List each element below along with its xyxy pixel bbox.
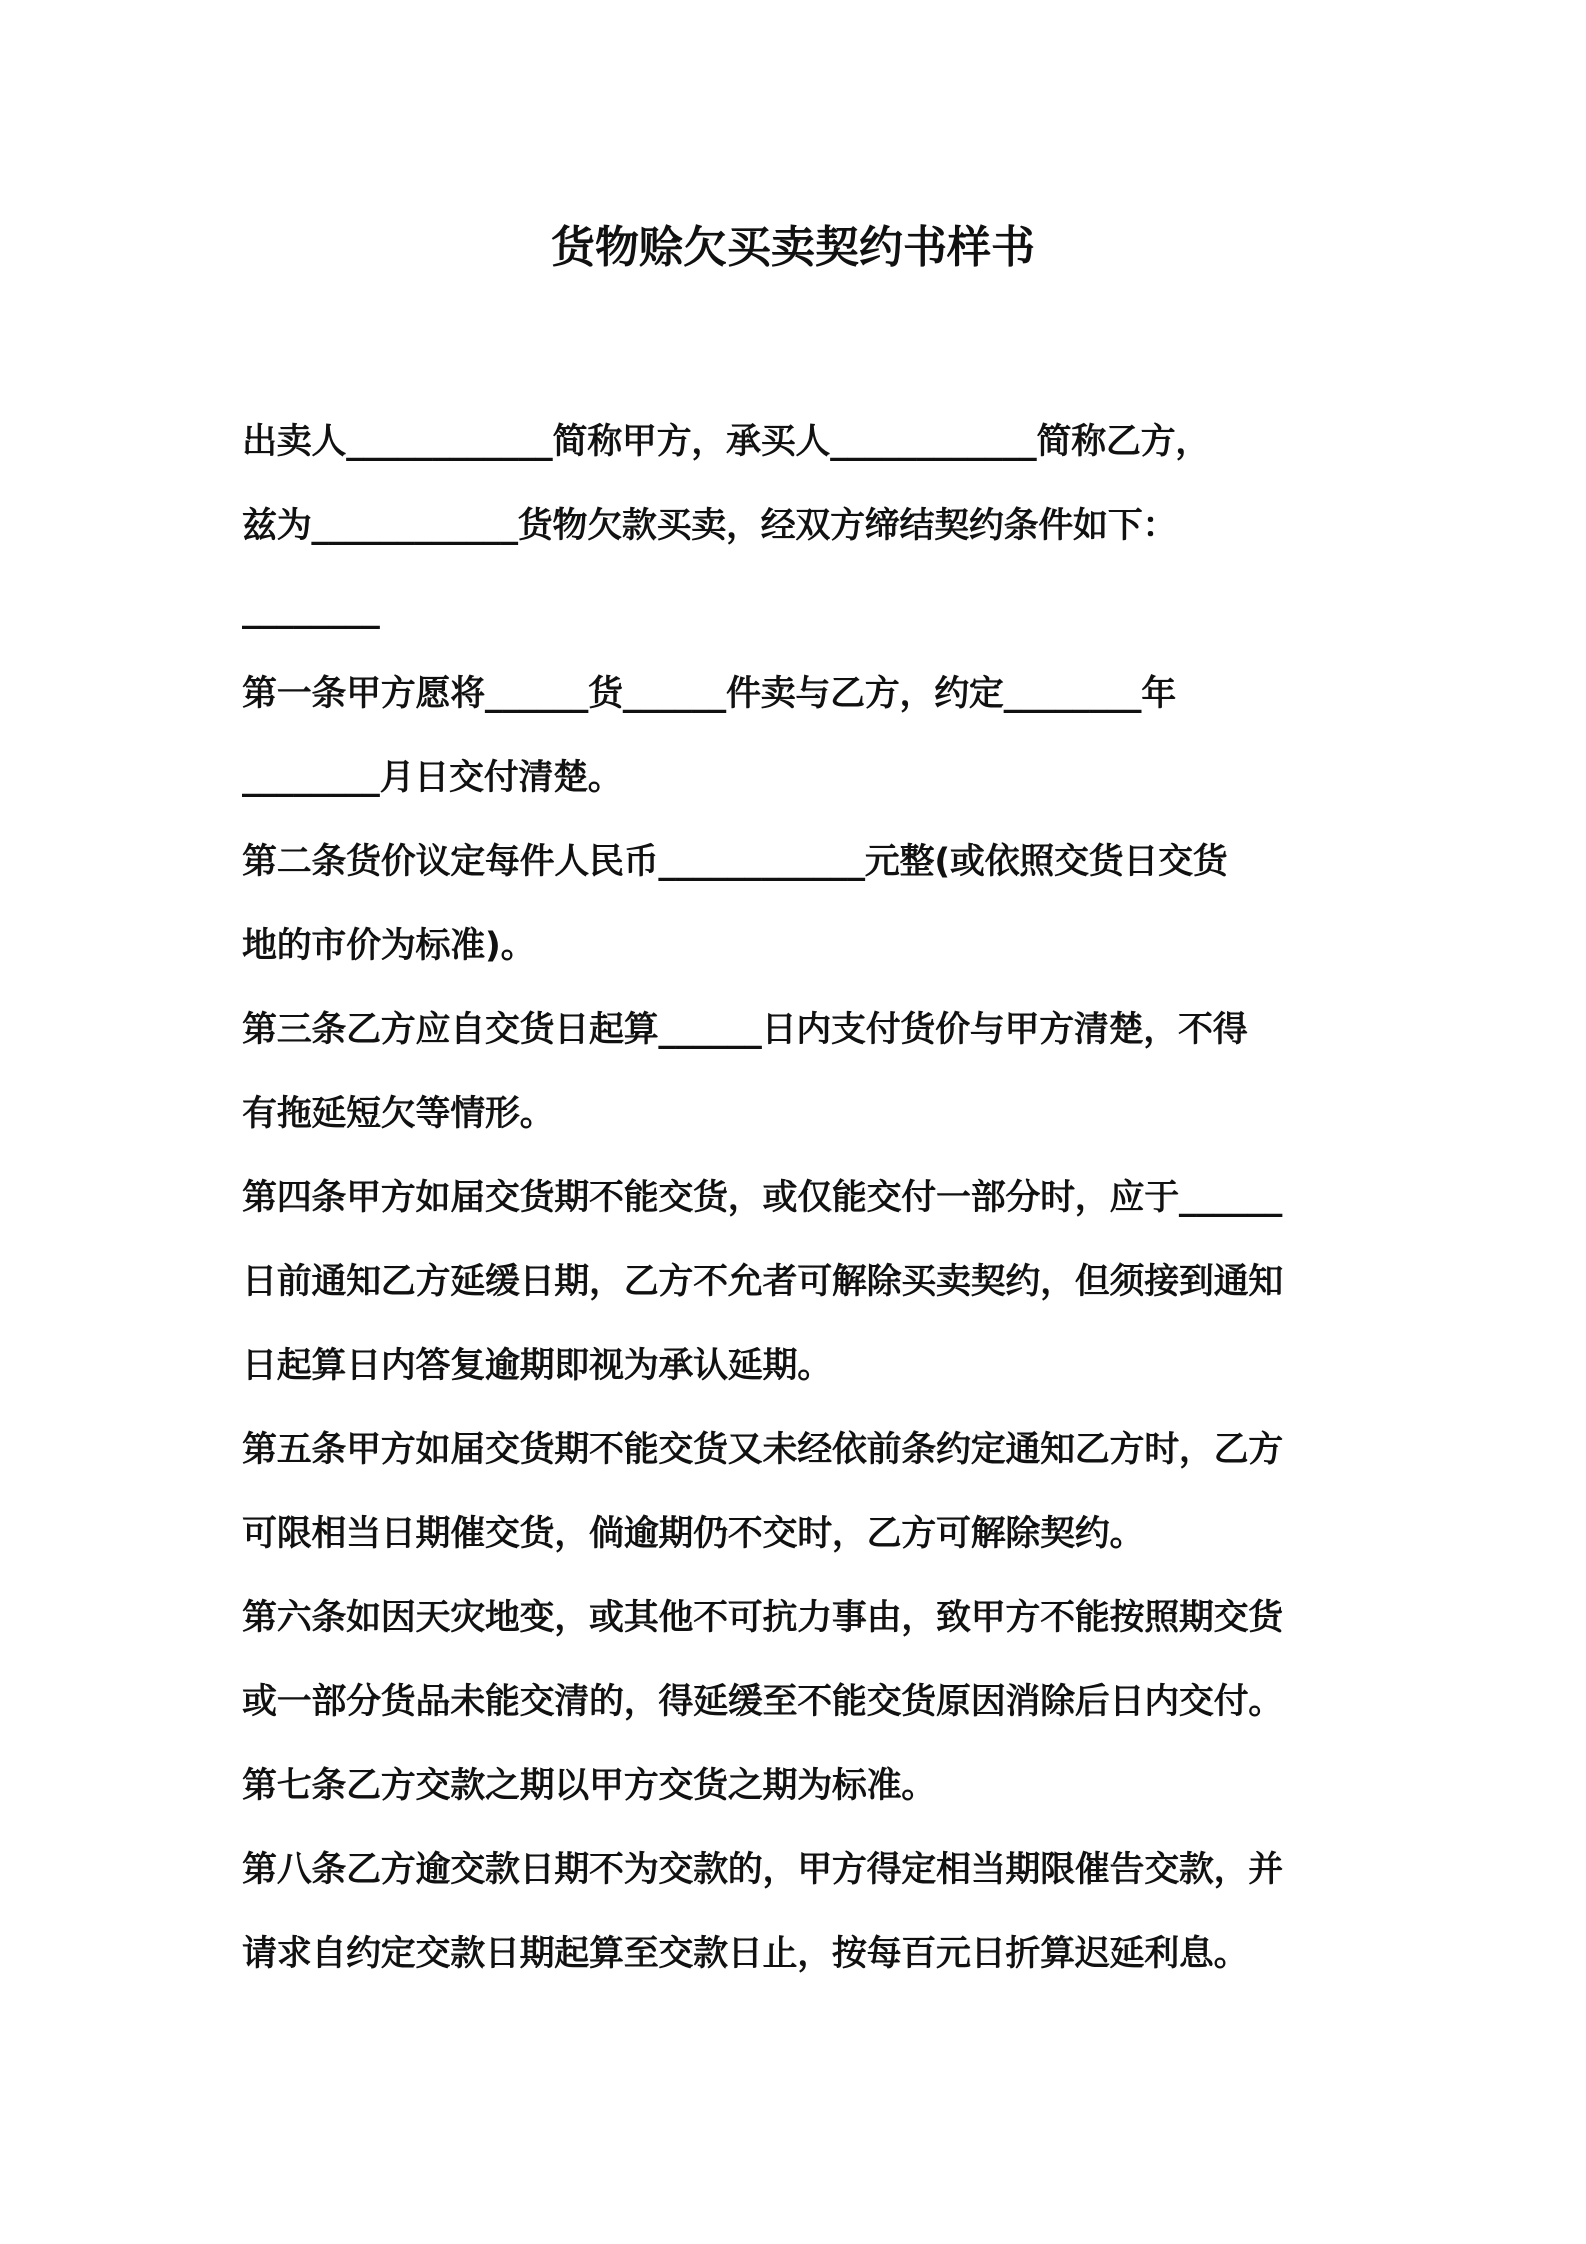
article-4-line-3: 日起算日内答复逾期即视为承认延期。 <box>242 1346 832 1386</box>
article-8-line-2: 请求自约定交款日期起算至交款日止，按每百元日折算迟延利息。 <box>242 1934 1249 1974</box>
contract-body <box>242 400 1362 1996</box>
article-1-line-2: ________月日交付清楚。 <box>242 758 623 798</box>
article-3-line-2: 有拖延短欠等情形。 <box>242 1094 555 1134</box>
article-3-line-1: 第三条乙方应自交货日起算______日内支付货价与甲方清楚，不得 <box>242 1010 1248 1050</box>
article-8-line-1: 第八条乙方逾交款日期不为交款的，甲方得定相当期限催告交款，并 <box>242 1850 1284 1890</box>
article-2-line-2: 地的市价为标准)。 <box>242 926 536 966</box>
article-1-line-1: 第一条甲方愿将______货______件卖与乙方，约定________年 <box>242 674 1176 714</box>
article-6-line-1: 第六条如因天灾地变，或其他不可抗力事由，致甲方不能按照期交货 <box>242 1598 1284 1638</box>
document-title: 货物赊欠买卖契约书样书 <box>551 222 1035 273</box>
intro-line-1: 出卖人____________简称甲方，承买人____________简称乙方， <box>242 422 1211 462</box>
article-2-line-1: 第二条货价议定每件人民币____________元整(或依照交货日交货 <box>242 842 1228 882</box>
article-5-line-1: 第五条甲方如届交货期不能交货又未经依前条约定通知乙方时，乙方 <box>242 1430 1284 1470</box>
blank-line: ________ <box>242 590 380 630</box>
article-7-line-1: 第七条乙方交款之期以甲方交货之期为标准。 <box>242 1766 937 1806</box>
article-4-line-1: 第四条甲方如届交货期不能交货，或仅能交付一部分时，应于______ <box>242 1178 1283 1218</box>
article-5-line-2: 可限相当日期催交货，倘逾期仍不交时，乙方可解除契约。 <box>242 1514 1145 1554</box>
article-4-line-2: 日前通知乙方延缓日期，乙方不允者可解除买卖契约，但须接到通知 <box>242 1262 1284 1302</box>
intro-line-2: 兹为____________货物欠款买卖，经双方缔结契约条件如下： <box>242 506 1178 546</box>
article-6-line-2: 或一部分货品未能交清的，得延缓至不能交货原因消除后日内交付。 <box>242 1682 1284 1722</box>
